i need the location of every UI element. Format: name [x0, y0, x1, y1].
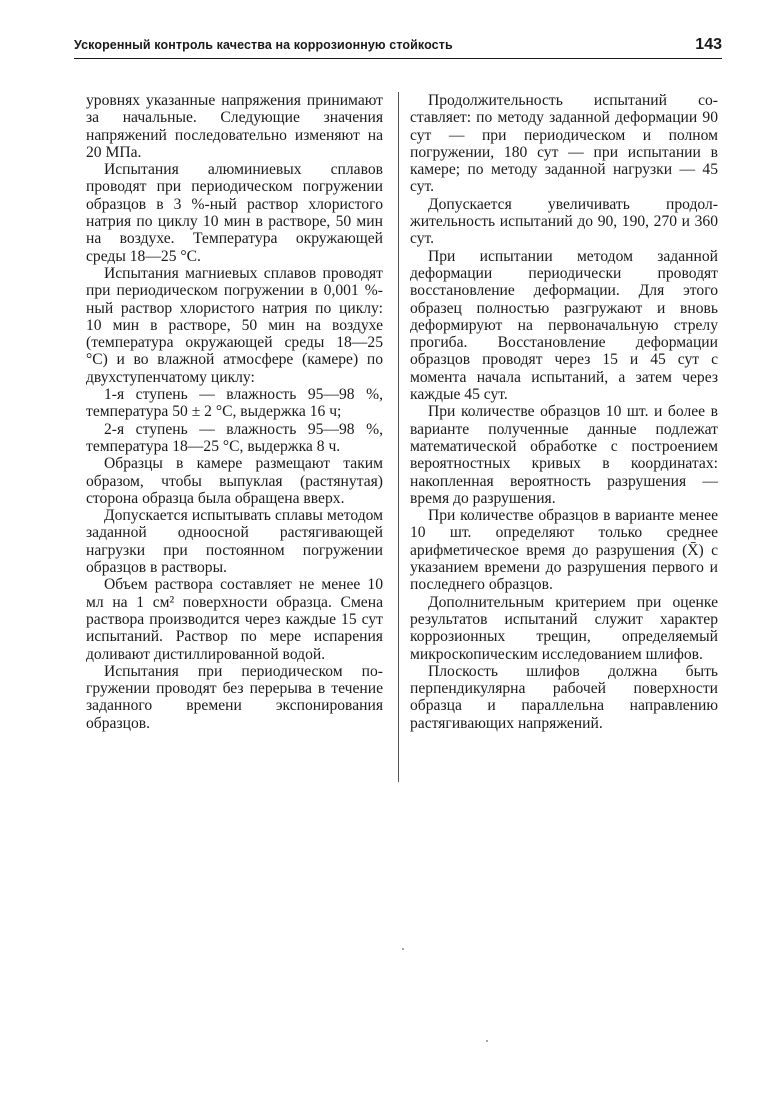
paragraph: При количестве образцов в варианте менее 10 шт. определяют только среднее арифметическое время до разрушения (X̄) с указанием времени до разрушения первого и последнего образцов.	[410, 507, 718, 594]
paragraph: Плоскость шлифов должна быть перпендикулярна рабочей поверхности образца и параллельна направлению растягивающих напряжений.	[410, 662, 718, 732]
running-header	[74, 36, 722, 59]
paragraph: уровнях указанные напряжения принимают за начальные. Следующие значения напряжений последовательно изменяют на 20 МПа.	[86, 92, 383, 161]
paragraph: 1-я ступень — влажность 95—98 %, температура 50 ± 2 °С, выдержка 16 ч;	[86, 386, 383, 421]
paragraph: Допускается испытывать сплавы методом заданной одноосной растягивающей нагрузки при постоянном погружении образцов в растворы.	[86, 507, 383, 577]
scan-speck	[486, 1040, 488, 1042]
paragraph: Испытания магниевых сплавов проводят при периодическом погружении в 0,001 %-ный раствор хлористого натрия по циклу: 10 мин в растворе, 50 мин на воздухе (температура окружающей среды 18—25 °С) и во влажной атмосфере (камере) по двухступенчатому циклу:	[86, 264, 383, 386]
column-divider	[398, 92, 399, 782]
page-number: 143	[695, 36, 722, 53]
paragraph: Объем раствора составляет не менее 10 мл на 1 см² поверхности образца. Смена раствора производится через каждые 15 сут испытаний. Раствор по мере испарения доливают дистиллированной водой.	[86, 576, 383, 663]
paragraph: При испытании методом заданной деформации периодически проводят восстановление деформации. Для этого образец полностью разгружают и вновь деформируют на первоначальную стрелу прогиба. Восстановление деформации образцов проводят через 15 и 45 сут с момента начала испытаний, а затем через каждые 45 сут.	[410, 247, 718, 404]
paragraph: Испытания алюминиевых сплавов проводят при периодическом погружении образцов в 3 %-ный раствор хлористого натрия по циклу 10 мин в растворе, 50 мин на воздухе. Температура окружающей среды 18—25 °С.	[86, 161, 383, 265]
right-column	[410, 92, 718, 732]
paragraph: Дополнительным критерием при оценке результатов испытаний служит характер коррозионных трещин, определяемый микроскопическим исследованием шлифов.	[410, 593, 718, 663]
paragraph: При количестве образцов 10 шт. и более в варианте полученные данные подлежат математической обработке с построением вероятностных кривых в координатах: накопленная вероятность разрушения — время до разрушения.	[410, 403, 718, 507]
paragraph: Продолжительность испытаний составляет: по методу заданной деформации 90 сут — при периодическом и полном погружении, 180 сут — при испытании в камере; по методу заданной нагрузки — 45 сут.	[410, 92, 718, 196]
paragraph: 2-я ступень — влажность 95—98 %, температура 18—25 °С, выдержка 8 ч.	[86, 420, 383, 455]
running-title: Ускоренный контроль качества на коррозионную стойкость	[74, 38, 453, 52]
paragraph: Образцы в камере размещают таким образом, чтобы выпуклая (растянутая) сторона образца была обращена вверх.	[86, 455, 383, 507]
paragraph: Допускается увеличивать продолжительность испытаний до 90, 190, 270 и 360 сут.	[410, 195, 718, 248]
paragraph: Испытания при периодическом погружении проводят без перерыва в течение заданного времени экспонирования образцов.	[86, 662, 383, 732]
scan-speck	[402, 948, 404, 950]
left-column	[86, 92, 383, 732]
